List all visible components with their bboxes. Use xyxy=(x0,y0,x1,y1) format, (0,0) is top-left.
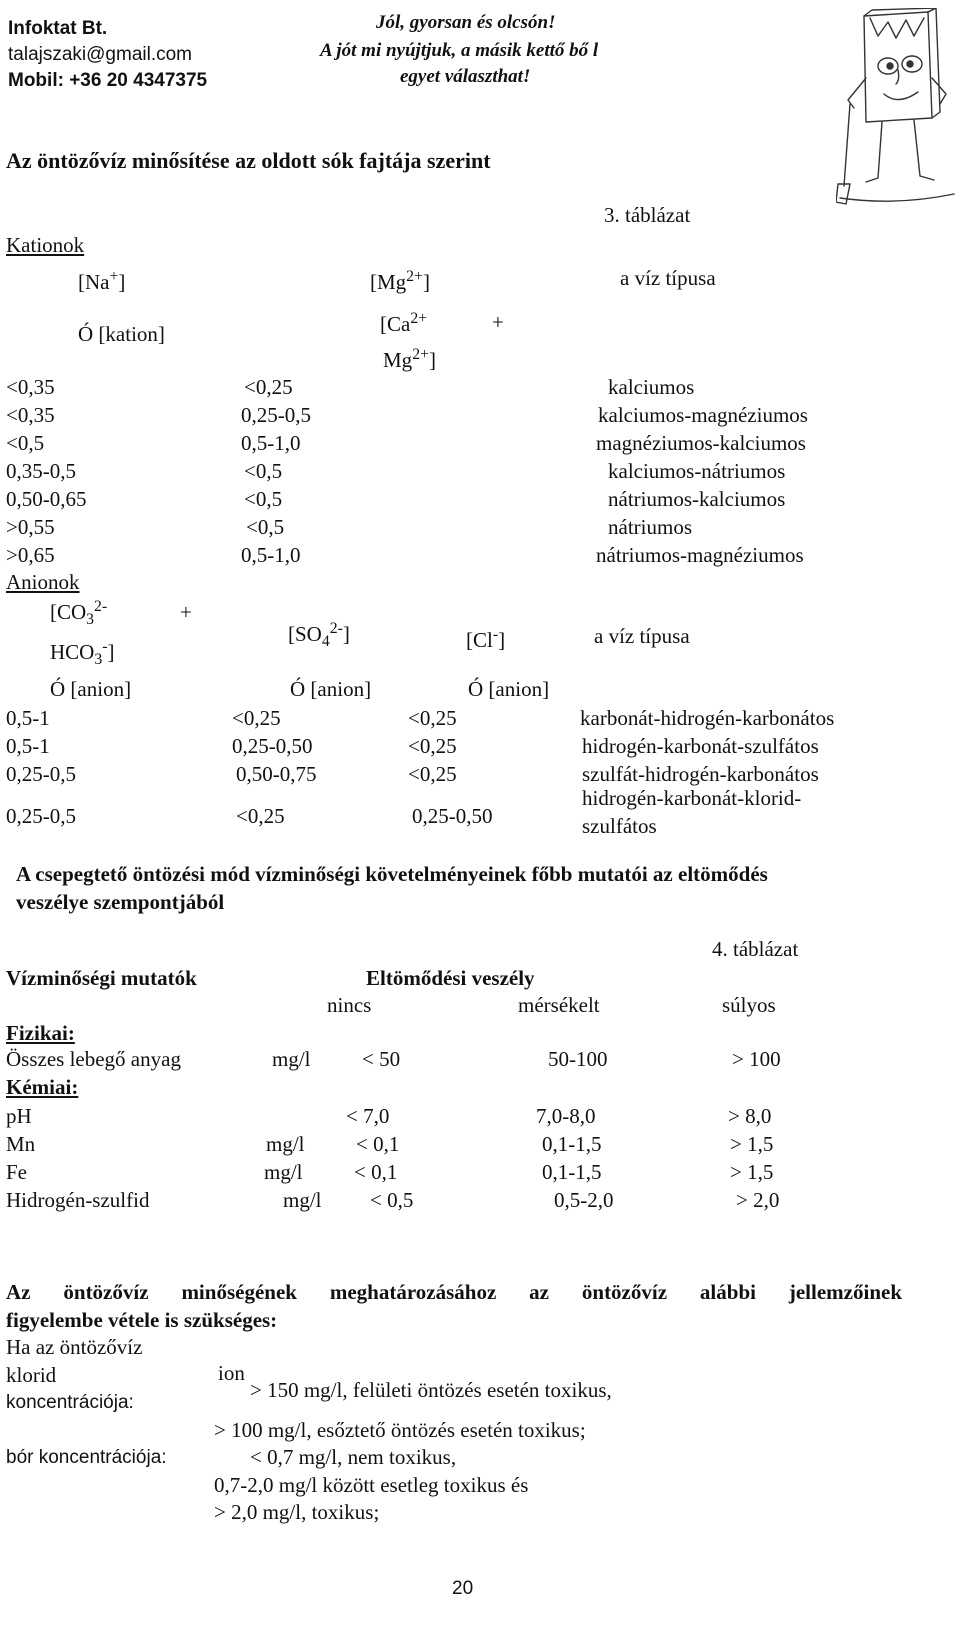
row-none-5: < 0,5 xyxy=(370,1188,414,1212)
anion-cell-c-2: <0,25 xyxy=(408,734,457,758)
anion-cell-c-1: <0,25 xyxy=(408,706,457,730)
cell-mg-2: 0,25-0,5 xyxy=(241,403,311,427)
cell-na-5: 0,50-0,65 xyxy=(6,487,87,511)
row-moderate-2: 7,0-8,0 xyxy=(536,1104,596,1128)
table4-caption: 4. táblázat xyxy=(712,937,799,961)
col-mg: $[Mg^{2+}]$ xyxy=(370,268,430,294)
cell-type-6: nátriumos xyxy=(608,515,692,539)
boron-limit-1: < 0,7 mg/l, nem toxikus, xyxy=(250,1445,457,1469)
contact-phone: Mobil: +36 20 4347375 xyxy=(8,70,208,91)
slogan-line-1: Jól, gyorsan és olcsón! xyxy=(376,12,556,33)
row-unit-3: mg/l xyxy=(266,1132,305,1156)
col-mg2: $Mg^{2+}$] xyxy=(383,346,436,372)
anion-cell-a-2: 0,5-1 xyxy=(6,734,50,758)
col-anion-sum-3: Ó [anion] xyxy=(468,677,550,701)
row-name-4: Fe xyxy=(6,1160,27,1184)
slogan-line-2: A jót mi nyújtjuk, a másik kettő bő l xyxy=(320,40,599,61)
col-anion-sum-1: Ó [anion] xyxy=(50,677,132,701)
col-co3-plus: + xyxy=(180,600,192,624)
company-name: Infoktat Bt. xyxy=(8,18,108,39)
slogan-line-3: egyet választhat! xyxy=(400,66,531,87)
cell-mg-5: <0,5 xyxy=(244,487,283,511)
cell-mg-6: <0,5 xyxy=(246,515,285,539)
label-concentration: koncentrációja: xyxy=(6,1392,134,1413)
cell-na-3: <0,5 xyxy=(6,431,45,455)
anion-cell-type-2: hidrogén-karbonát-szulfátos xyxy=(582,734,819,758)
cell-type-2: kalciumos-magnéziumos xyxy=(598,403,808,427)
cell-na-2: <0,35 xyxy=(6,403,55,427)
cations-heading: Kationok xyxy=(6,233,85,257)
anion-cell-type-4b: szulfátos xyxy=(582,814,657,838)
physical-heading: Fizikai: xyxy=(6,1021,75,1045)
cell-na-4: 0,35-0,5 xyxy=(6,459,76,483)
anion-cell-c-3: <0,25 xyxy=(408,762,457,786)
chloride-limit-2: > 100 mg/l, esőztető öntözés esetén toxikus; xyxy=(214,1418,586,1442)
boron-limit-3: > 2,0 mg/l, toxikus; xyxy=(214,1500,380,1524)
anion-cell-type-3: szulfát-hidrogén-karbonátos xyxy=(582,762,819,786)
anion-cell-a-3: 0,25-0,5 xyxy=(6,762,76,786)
cell-na-7: >0,65 xyxy=(6,543,55,567)
mascot-logo xyxy=(836,8,956,208)
col-hco3: $HCO_3^-$] xyxy=(50,638,115,669)
anion-cell-b-1: <0,25 xyxy=(232,706,281,730)
row-severe-5: > 2,0 xyxy=(736,1188,780,1212)
col-so4: $[SO_4^{2-}]$ xyxy=(288,620,350,651)
row-name-2: pH xyxy=(6,1104,32,1128)
anion-cell-b-4: <0,25 xyxy=(236,804,285,828)
anion-cell-b-2: 0,25-0,50 xyxy=(232,734,313,758)
col-moderate: mérsékelt xyxy=(518,993,600,1017)
row-unit-5: mg/l xyxy=(283,1188,322,1212)
anion-cell-type-1: karbonát-hidrogén-karbonátos xyxy=(580,706,835,730)
col-indicators: Vízminőségi mutatók xyxy=(6,966,197,990)
cell-type-4: kalciumos-nátriumos xyxy=(608,459,786,483)
row-none-3: < 0,1 xyxy=(356,1132,400,1156)
section2-title-2: veszélye szempontjából xyxy=(16,890,225,914)
col-anion-sum-2: Ó [anion] xyxy=(290,677,372,701)
col-anion-water-type: a víz típusa xyxy=(594,624,690,648)
row-moderate-1: 50-100 xyxy=(548,1047,608,1071)
row-moderate-5: 0,5-2,0 xyxy=(554,1188,614,1212)
row-severe-1: > 100 xyxy=(732,1047,781,1071)
row-severe-2: > 8,0 xyxy=(728,1104,772,1128)
anion-cell-type-4: hidrogén-karbonát-klorid- xyxy=(582,786,802,810)
label-boron: bór koncentrációja: xyxy=(6,1447,167,1468)
anion-cell-a-1: 0,5-1 xyxy=(6,706,50,730)
row-moderate-4: 0,1-1,5 xyxy=(542,1160,602,1184)
cell-type-5: nátriumos-kalciumos xyxy=(608,487,786,511)
row-unit-1: mg/l xyxy=(272,1047,311,1071)
cell-mg-4: <0,5 xyxy=(244,459,283,483)
row-none-1: < 50 xyxy=(362,1047,401,1071)
cell-mg-7: 0,5-1,0 xyxy=(241,543,301,567)
label-chloride: klorid xyxy=(6,1363,57,1387)
col-cl: [Cl-] xyxy=(466,626,506,652)
anions-heading: Anionok xyxy=(6,570,80,594)
col-kation-sum: Ó [kation] xyxy=(78,322,165,346)
col-plus: + xyxy=(492,310,504,334)
cell-type-1: kalciumos xyxy=(608,375,695,399)
anion-cell-b-3: 0,50-0,75 xyxy=(236,762,317,786)
col-clogging-risk: Eltömődési veszély xyxy=(366,966,535,990)
cell-type-3: magnéziumos-kalciumos xyxy=(596,431,806,455)
page-number: 20 xyxy=(452,1578,474,1599)
col-co3: [$CO_3^{2-}$ xyxy=(50,598,108,629)
col-severe: súlyos xyxy=(722,993,776,1017)
col-na: [Na+] xyxy=(78,268,126,294)
cell-mg-3: 0,5-1,0 xyxy=(241,431,301,455)
col-water-type: a víz típusa xyxy=(620,266,716,290)
row-moderate-3: 0,1-1,5 xyxy=(542,1132,602,1156)
cell-type-7: nátriumos-magnéziumos xyxy=(596,543,804,567)
line-if-water: Ha az öntözővíz xyxy=(6,1335,143,1359)
boron-limit-2: 0,7-2,0 mg/l között esetleg toxikus és xyxy=(214,1473,529,1497)
col-ca: [$Ca^{2+}$ xyxy=(380,310,428,336)
row-unit-4: mg/l xyxy=(264,1160,303,1184)
section3-title-1: Az öntözővíz minőségének meghatározásához az öntözővíz alábbi jellemzőinek xyxy=(6,1280,902,1304)
section1-title: Az öntözővíz minősítése az oldott sók fajtája szerint xyxy=(6,148,491,173)
col-none: nincs xyxy=(327,993,372,1017)
anion-cell-a-4: 0,25-0,5 xyxy=(6,804,76,828)
chemical-heading: Kémiai: xyxy=(6,1075,79,1099)
row-name-3: Mn xyxy=(6,1132,36,1156)
row-severe-3: > 1,5 xyxy=(730,1132,774,1156)
row-none-4: < 0,1 xyxy=(354,1160,398,1184)
cell-na-1: <0,35 xyxy=(6,375,55,399)
anion-cell-c-4: 0,25-0,50 xyxy=(412,804,493,828)
cell-na-6: >0,55 xyxy=(6,515,55,539)
row-severe-4: > 1,5 xyxy=(730,1160,774,1184)
row-none-2: < 7,0 xyxy=(346,1104,390,1128)
section2-title-1: A csepegtető öntözési mód vízminőségi követelményeinek főbb mutatói az eltömődés xyxy=(16,862,768,886)
section3-title-2: figyelembe vétele is szükséges: xyxy=(6,1308,278,1332)
row-name-5: Hidrogén-szulfid xyxy=(6,1188,150,1212)
chloride-limit-1: > 150 mg/l, felületi öntözés esetén toxikus, xyxy=(250,1378,612,1402)
cell-mg-1: <0,25 xyxy=(244,375,293,399)
table3-caption: 3. táblázat xyxy=(604,203,691,227)
label-ion: ion xyxy=(218,1361,245,1385)
contact-email: talajszaki@gmail.com xyxy=(8,44,193,65)
row-name-1: Összes lebegő anyag xyxy=(6,1047,181,1071)
